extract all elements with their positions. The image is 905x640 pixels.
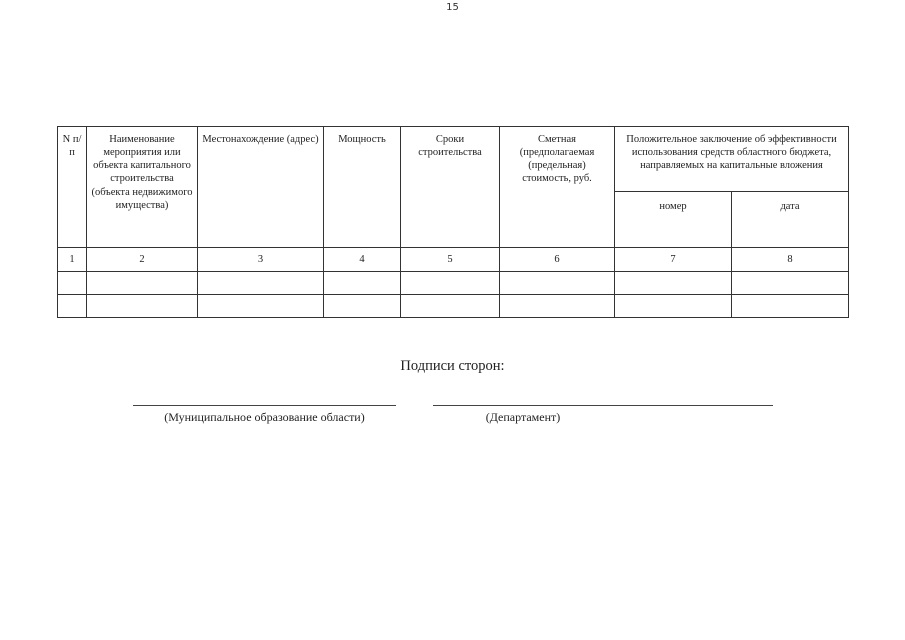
page-number: 15 <box>446 2 459 13</box>
table-header-row <box>58 127 849 192</box>
table-cell[interactable] <box>615 272 732 295</box>
header-name: Наименование мероприятия или объекта капитального строительства (объекта недвижимого имущества) <box>87 127 198 248</box>
table-cell[interactable] <box>401 272 500 295</box>
table-row <box>58 272 849 295</box>
column-number-row <box>58 248 849 272</box>
header-conclusion-number: номер <box>615 192 732 248</box>
table-cell[interactable] <box>198 272 324 295</box>
column-number: 8 <box>732 248 849 272</box>
table-cell[interactable] <box>58 272 87 295</box>
column-number: 1 <box>58 248 87 272</box>
table-cell[interactable] <box>401 295 500 318</box>
left-signature-caption: (Муниципальное образование области) <box>164 410 365 424</box>
header-capacity: Мощность <box>324 127 401 248</box>
table-cell[interactable] <box>58 295 87 318</box>
capital-construction-table <box>57 126 849 318</box>
header-cost: Сметная (предполагаемая (предельная) стоимость, руб. <box>500 127 615 248</box>
column-number: 3 <box>198 248 324 272</box>
header-terms: Сроки строительства <box>401 127 500 248</box>
table-cell[interactable] <box>87 272 198 295</box>
column-number: 6 <box>500 248 615 272</box>
right-signature-caption: (Департамент) <box>485 410 561 424</box>
column-number: 2 <box>87 248 198 272</box>
table-cell[interactable] <box>198 295 324 318</box>
column-number: 7 <box>615 248 732 272</box>
table-cell[interactable] <box>87 295 198 318</box>
table-cell[interactable] <box>500 272 615 295</box>
right-signature-line[interactable] <box>433 405 773 406</box>
left-signature-line[interactable] <box>133 405 396 406</box>
table-cell[interactable] <box>732 272 849 295</box>
column-number: 4 <box>324 248 401 272</box>
header-location: Местонахождение (адрес) <box>198 127 324 248</box>
header-conclusion: Положительное заключение об эффективности использования средств областного бюджета, направляемых на капитальные вложения <box>615 127 849 192</box>
table-cell[interactable] <box>615 295 732 318</box>
table-row <box>58 295 849 318</box>
table-cell[interactable] <box>732 295 849 318</box>
column-number: 5 <box>401 248 500 272</box>
header-conclusion-date: дата <box>732 192 849 248</box>
header-num: N п/п <box>58 127 87 248</box>
table-cell[interactable] <box>500 295 615 318</box>
signatures-title: Подписи сторон: <box>400 358 505 374</box>
table-cell[interactable] <box>324 272 401 295</box>
table-cell[interactable] <box>324 295 401 318</box>
